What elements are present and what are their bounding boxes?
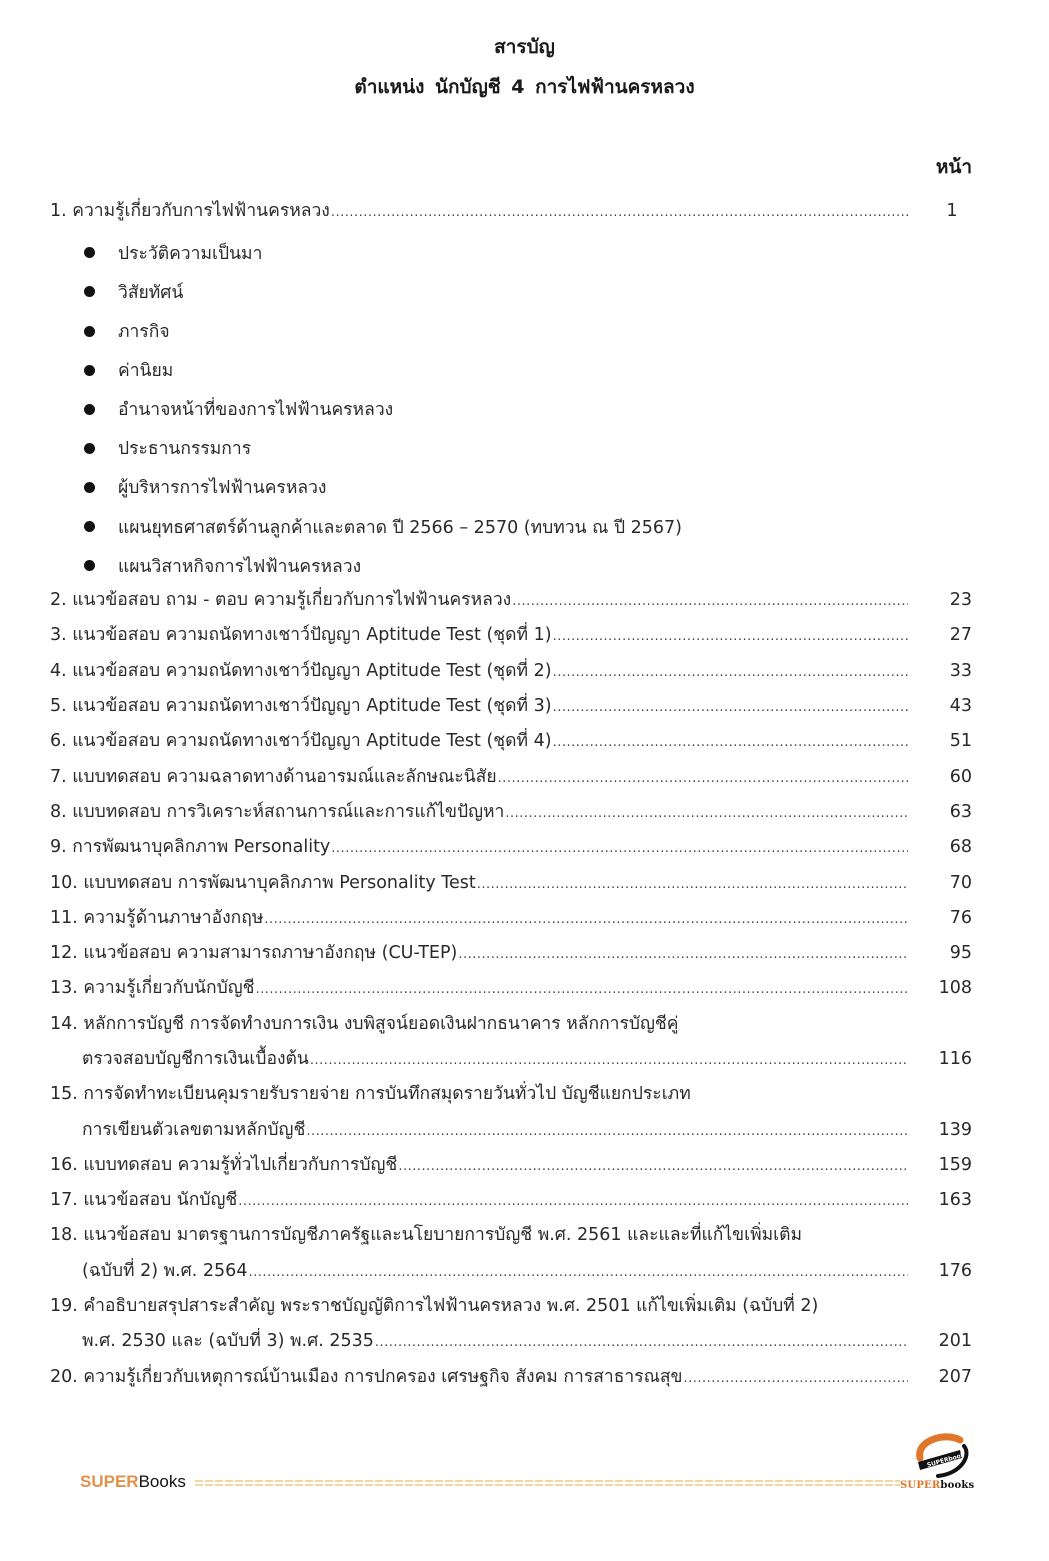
toc-subtopic-label: ประธานกรรมการ [118, 439, 252, 460]
bullet-icon [84, 404, 95, 415]
toc-subtopic-list [50, 233, 972, 585]
toc-subtopic-label: ค่านิยม [118, 361, 174, 382]
toc-entry-line2[interactable] [50, 1326, 972, 1361]
footer-brand-rest: Books [138, 1472, 186, 1491]
toc-entry-page: 108 [938, 978, 972, 999]
toc-entry-label: 4. แนวข้อสอบ ความถนัดทางเชาว์ปัญญา Aptitude Test (ชุดที่ 2) [50, 660, 552, 681]
toc-subtopic-label: แผนวิสาหกิจการไฟฟ้านครหลวง [118, 556, 362, 577]
bullet-icon [84, 365, 95, 376]
toc-entry-page: 60 [949, 766, 972, 787]
dot-leader [375, 1328, 908, 1358]
toc-subtopic-label: ประวัติความเป็นมา [118, 243, 263, 264]
toc-entry-page: 51 [949, 731, 972, 752]
toc-subtopic [50, 272, 972, 311]
toc-subtopic [50, 468, 972, 507]
toc-subtopic-label: อำนาจหน้าที่ของการไฟฟ้านครหลวง [118, 400, 394, 421]
dot-leader [238, 1187, 908, 1217]
toc-entry-label: 19. คำอธิบายสรุปสาระสำคัญ พระราชบัญญัติการไฟฟ้านครหลวง พ.ศ. 2501 แก้ไขเพิ่มเติม (ฉบับที่ 2) [50, 1296, 819, 1317]
toc-entry[interactable] [50, 1185, 972, 1220]
toc-entry-page: 70 [949, 872, 972, 893]
toc-entry-label-continued: (ฉบับที่ 2) พ.ศ. 2564 [82, 1260, 248, 1281]
toc-entry-line2[interactable] [50, 1256, 972, 1291]
dot-leader [248, 1258, 908, 1288]
toc-entry-line1[interactable] [50, 1291, 972, 1326]
toc-entry-page: 116 [938, 1049, 972, 1069]
table-of-contents [50, 196, 972, 1397]
toc-entry[interactable] [50, 868, 972, 903]
toc-entry-label: 7. แบบทดสอบ ความฉลาดทางด้านอารมณ์และลักษณะนิสัย [50, 766, 497, 787]
toc-entry-label: 15. การจัดทำทะเบียนคุมรายรับรายจ่าย การบันทึกสมุดรายวันทั่วไป บัญชีแยกประเภท [50, 1084, 691, 1105]
toc-entry-label: 16. แบบทดสอบ ความรู้ทั่วไปเกี่ยวกับการบัญชี [50, 1154, 398, 1175]
toc-entry-page: 201 [938, 1331, 972, 1352]
toc-entry-label: 8. แบบทดสอบ การวิเคราะห์สถานการณ์และการแก้ไขปัญหา [50, 801, 505, 822]
toc-entry-page: 163 [938, 1190, 972, 1211]
toc-subtopic-label: วิสัยทัศน์ [118, 282, 184, 303]
toc-entry[interactable] [50, 797, 972, 832]
toc-entry[interactable] [50, 762, 972, 797]
toc-entry-label: 18. แนวข้อสอบ มาตรฐานการบัญชีภาครัฐและนโยบายการบัญชี พ.ศ. 2561 และและที่แก้ไขเพิ่มเติม [50, 1225, 803, 1246]
toc-entry-label: 20. ความรู้เกี่ยวกับเหตุการณ์บ้านเมือง การปกครอง เศรษฐกิจ สังคม การสาธารณสุข [50, 1366, 683, 1387]
toc-entry-label-continued: ตรวจสอบบัญชีการเงินเบื้องต้น [82, 1049, 309, 1069]
toc-entry-page: 76 [949, 907, 972, 928]
toc-entry-label: 6. แนวข้อสอบ ความถนัดทางเชาว์ปัญญา Aptitude Test (ชุดที่ 4) [50, 731, 552, 752]
toc-entry[interactable] [50, 585, 972, 620]
dot-leader [553, 622, 908, 652]
dot-leader [477, 870, 908, 900]
toc-subtopic [50, 546, 972, 585]
toc-subtopic [50, 351, 972, 390]
toc-entry-page: 95 [949, 943, 972, 964]
footer-brand [80, 1472, 186, 1492]
toc-entry[interactable] [50, 973, 972, 1008]
dot-leader [505, 799, 908, 829]
bullet-icon [84, 326, 95, 337]
toc-subtopic [50, 390, 972, 429]
dot-leader [458, 940, 908, 970]
toc-entry[interactable] [50, 726, 972, 761]
toc-entry-label-continued: พ.ศ. 2530 และ (ฉบับที่ 3) พ.ศ. 2535 [82, 1331, 374, 1352]
toc-entry-page: 33 [949, 660, 972, 681]
toc-entry[interactable] [50, 620, 972, 655]
toc-entry-label: 5. แนวข้อสอบ ความถนัดทางเชาว์ปัญญา Aptitude Test (ชุดที่ 3) [50, 696, 552, 717]
superbooks-logo-icon [898, 1428, 984, 1480]
toc-entry[interactable] [50, 1150, 972, 1185]
dot-leader [306, 1117, 908, 1147]
toc-entry[interactable] [50, 832, 972, 867]
footer-brand-accent: SUPER [80, 1472, 139, 1491]
toc-entry-page: 139 [938, 1119, 972, 1140]
toc-entry-page: 43 [949, 696, 972, 717]
toc-entry-page: 68 [949, 837, 972, 858]
toc-entry[interactable] [50, 656, 972, 691]
toc-entry-line1[interactable] [50, 1079, 972, 1114]
svg-text:SUPERbooks: SUPERbooks [926, 1450, 969, 1470]
toc-subtopic-label: แผนยุทธศาสตร์ด้านลูกค้าและตลาด ปี 2566 – 2570 (ทบทวน ณ ปี 2567) [118, 517, 682, 538]
dot-leader [310, 1046, 908, 1076]
bullet-icon [84, 247, 95, 258]
dot-leader [553, 693, 908, 723]
bullet-icon [84, 521, 95, 532]
dot-leader [498, 764, 908, 794]
dot-leader [553, 658, 908, 688]
toc-entry-page: 63 [949, 801, 972, 822]
dot-leader [684, 1364, 908, 1394]
dot-leader [398, 1152, 908, 1182]
toc-entry-label: 1. ความรู้เกี่ยวกับการไฟฟ้านครหลวง [50, 201, 330, 221]
toc-entry[interactable] [50, 938, 972, 973]
toc-subtopic [50, 429, 972, 468]
toc-subtopic [50, 507, 972, 546]
page-subtitle: ตำแหน่ง นักบัญชี 4 การไฟฟ้านครหลวง [354, 76, 695, 98]
superbooks-logo-text: SUPERbooks [900, 1480, 975, 1491]
bullet-icon [84, 482, 95, 493]
toc-entry-line2[interactable] [50, 1044, 972, 1079]
toc-entry[interactable] [50, 196, 972, 231]
dot-leader [264, 905, 908, 935]
dot-leader [553, 728, 908, 758]
toc-entry-label: 13. ความรู้เกี่ยวกับนักบัญชี [50, 978, 255, 999]
toc-entry-label: 17. แนวข้อสอบ นักบัญชี [50, 1190, 238, 1211]
toc-entry-label: 3. แนวข้อสอบ ความถนัดทางเชาว์ปัญญา Aptitude Test (ชุดที่ 1) [50, 625, 552, 646]
toc-subtopic [50, 233, 972, 272]
toc-entry-page: 1 [946, 201, 958, 221]
toc-entry[interactable] [50, 903, 972, 938]
toc-subtopic-label: ผู้บริหารการไฟฟ้านครหลวง [118, 478, 327, 499]
toc-entry-page: 23 [949, 590, 972, 611]
toc-entry-line1[interactable] [50, 1220, 972, 1255]
toc-subtopic-label: ภารกิจ [118, 322, 170, 343]
bullet-icon [84, 286, 95, 297]
page-title: สารบัญ [494, 36, 555, 58]
toc-entry-label: 11. ความรู้ด้านภาษาอังกฤษ [50, 907, 264, 928]
dot-leader [331, 834, 908, 864]
dot-leader [512, 587, 908, 617]
toc-entry-line2[interactable] [50, 1115, 972, 1150]
toc-entry-label: 2. แนวข้อสอบ ถาม - ตอบ ความรู้เกี่ยวกับการไฟฟ้านครหลวง [50, 590, 512, 611]
toc-entry-line1[interactable] [50, 1009, 972, 1044]
toc-entry-label: 12. แนวข้อสอบ ความสามารถภาษาอังกฤษ (CU-TEP) [50, 943, 458, 964]
superbooks-logo [898, 1428, 984, 1494]
toc-entry-page: 159 [938, 1154, 972, 1175]
bullet-icon [84, 560, 95, 571]
toc-entry-label-continued: การเขียนตัวเลขตามหลักบัญชี [82, 1119, 306, 1140]
dot-leader [331, 198, 908, 228]
toc-entry-page: 176 [938, 1260, 972, 1281]
toc-entry-label: 10. แบบทดสอบ การพัฒนาบุคลิกภาพ Personality Test [50, 872, 476, 893]
toc-entry-page: 207 [938, 1366, 972, 1387]
dot-leader [256, 975, 908, 1005]
toc-entry-label: 14. หลักการบัญชี การจัดทำงบการเงิน งบพิสูจน์ยอดเงินฝากธนาคาร หลักการบัญชีคู่ [50, 1013, 679, 1034]
toc-entry[interactable] [50, 691, 972, 726]
page-column-header: หน้า [935, 156, 972, 178]
footer-divider [195, 1480, 900, 1486]
toc-entry[interactable] [50, 1362, 972, 1397]
toc-entry-page: 27 [949, 625, 972, 646]
toc-entry-label: 9. การพัฒนาบุคลิกภาพ Personality [50, 837, 331, 858]
bullet-icon [84, 443, 95, 454]
toc-subtopic [50, 311, 972, 350]
